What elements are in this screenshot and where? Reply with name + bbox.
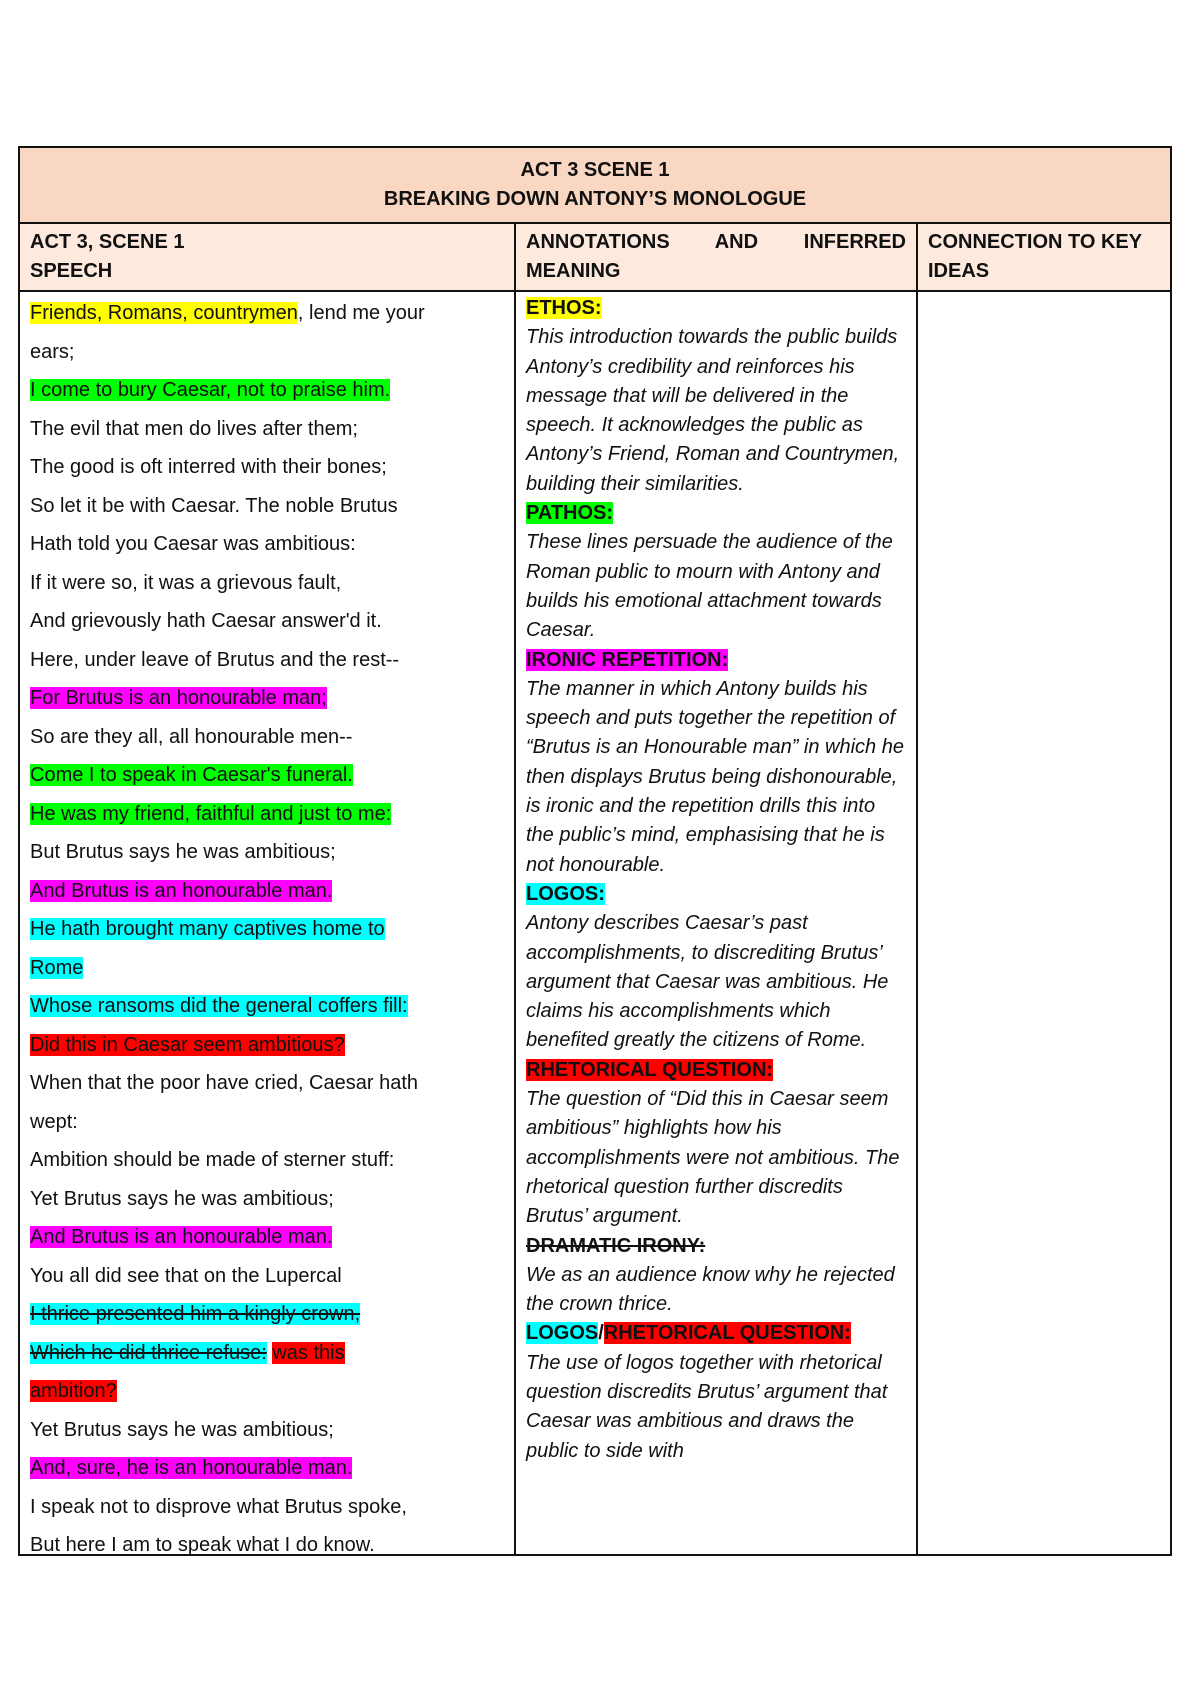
speech-line: Yet Brutus says he was ambitious; [30, 1187, 334, 1210]
connection-header-line-1: CONNECTION TO KEY [928, 231, 1143, 253]
highlight-magenta: And, sure, he is an honourable man. [30, 1457, 353, 1479]
highlight-green: Come I to speak in Caesar's funeral. [30, 764, 353, 786]
speech-fragment: , lend me your [297, 302, 425, 324]
speech-line: Hath told you Caesar was ambitious: [30, 533, 356, 555]
speech-line: ears; [30, 340, 75, 363]
annotation-heading: LOGOS [526, 1322, 599, 1345]
speech-line: Ambition should be made of sterner stuff: [30, 1149, 395, 1171]
annotations-header-line-2: MEANING [526, 260, 621, 282]
highlight-red: Did this in Caesar seem ambitious? [30, 1033, 345, 1056]
speech-line [30, 1026, 504, 1065]
annotation-heading: PATHOS: [526, 502, 614, 525]
annotations-column-header [516, 224, 918, 292]
annotation-logos [526, 880, 906, 1056]
monologue-table [18, 146, 1172, 1556]
speech-line: You all did see that on the Lupercal [30, 1264, 342, 1287]
annotation-body: The question of “Did this in Caesar seem ambitious” highlights how his accomplishments were not ambitious. The rhetorical question further discredits Brutus’ argument. [526, 1088, 900, 1228]
annotation-heading: LOGOS: [526, 882, 605, 905]
annotation-heading-separator: / [598, 1322, 604, 1345]
annotation-body: This introduction towards the public builds Antony’s credibility and reinforces his message that will be delivered in the speech. It acknowledges the public as Antony’s Friend, Roman and Countrymen, building their similarities. [526, 326, 900, 495]
annotation-body: We as an audience know why he rejected the crown thrice. [526, 1263, 895, 1316]
speech-line: So are they all, all honourable men-- [30, 725, 353, 748]
speech-line: The good is oft interred with their bones; [30, 456, 387, 478]
annotation-ironic-repetition [526, 646, 906, 880]
annotation-body: The use of logos together with rhetorical question discredits Brutus’ argument that Caesar was ambitious and draws the public to side with [526, 1351, 888, 1462]
speech-line: Yet Brutus says he was ambitious; [30, 1418, 334, 1441]
highlight-red: was this [272, 1341, 345, 1364]
annotation-heading: RHETORICAL QUESTION: [603, 1322, 851, 1345]
highlight-magenta: And Brutus is an honourable man. [30, 879, 333, 902]
speech-line: The evil that men do lives after them; [30, 417, 358, 440]
highlight-green: I come to bury Caesar, not to praise him. [30, 379, 391, 401]
speech-line: When that the poor have cried, Caesar hath [30, 1072, 419, 1094]
speech-line [30, 1372, 504, 1411]
annotation-dramatic-irony [526, 1232, 906, 1320]
highlight-green: He was my friend, faithful and just to me: [30, 802, 392, 825]
speech-line [30, 1295, 504, 1334]
speech-header-line-1: ACT 3, SCENE 1 [30, 231, 185, 253]
speech-line: But Brutus says he was ambitious; [30, 841, 336, 863]
highlight-cyan-strikethrough: Which he did thrice refuse: [30, 1341, 267, 1364]
speech-line [30, 872, 504, 911]
annotation-logos-rhetorical [526, 1319, 906, 1465]
speech-text-cell [20, 292, 516, 1554]
speech-line [30, 371, 504, 410]
speech-line [30, 1218, 504, 1257]
connection-header-line-2: IDEAS [928, 260, 990, 282]
speech-line [30, 1334, 504, 1373]
speech-line: Here, under leave of Brutus and the rest-- [30, 648, 400, 671]
connection-cell-empty [918, 292, 1170, 1554]
highlight-yellow: Friends, Romans, countrymen [30, 302, 298, 324]
annotations-cell [516, 292, 918, 1554]
connection-column-header [918, 224, 1170, 292]
speech-line: I speak not to disprove what Brutus spoke, [30, 1495, 407, 1518]
highlight-cyan: Whose ransoms did the general coffers fill: [30, 995, 408, 1017]
annotation-body: These lines persuade the audience of the Roman public to mourn with Antony and builds his emotional attachment towards Caesar. [526, 531, 893, 642]
speech-line: wept: [30, 1110, 78, 1133]
speech-line [30, 949, 504, 988]
annotation-heading: IRONIC REPETITION: [526, 648, 729, 671]
highlight-cyan-strikethrough: I thrice presented him a kingly crown, [30, 1303, 361, 1325]
annotation-pathos [526, 499, 906, 645]
speech-line [30, 987, 504, 1026]
annotation-heading: ETHOS: [526, 297, 602, 319]
speech-line [30, 795, 504, 834]
speech-column-header [20, 224, 516, 292]
annotation-ethos [526, 294, 906, 499]
speech-line [30, 910, 504, 949]
speech-line: And grievously hath Caesar answer'd it. [30, 610, 382, 632]
highlight-magenta: For Brutus is an honourable man; [30, 687, 327, 709]
annotations-header-line-1: ANNOTATIONS AND INFERRED [526, 231, 906, 253]
speech-line [30, 1449, 504, 1488]
speech-line [30, 756, 504, 795]
table-title [20, 148, 1170, 224]
annotation-heading: DRAMATIC IRONY: [526, 1234, 706, 1257]
annotation-body: Antony describes Caesar’s past accomplishments, to discrediting Brutus’ argument that Caesar was ambitious. He claims his accomplishments which benefited greatly the citizens of Rome. [526, 912, 889, 1052]
speech-line: If it were so, it was a grievous fault, [30, 571, 342, 594]
speech-line: So let it be with Caesar. The noble Brutus [30, 494, 398, 517]
annotation-heading: RHETORICAL QUESTION: [526, 1058, 774, 1081]
annotation-rhetorical-question [526, 1056, 906, 1232]
title-line-2: BREAKING DOWN ANTONY’S MONOLOGUE [383, 188, 807, 210]
highlight-cyan: Rome [30, 956, 84, 979]
speech-line [30, 679, 504, 718]
highlight-red: ambition? [30, 1380, 117, 1402]
speech-line: But here I am to speak what I do know. [30, 1534, 375, 1554]
highlight-cyan: He hath brought many captives home to [30, 918, 385, 940]
highlight-magenta: And Brutus is an honourable man. [30, 1226, 333, 1248]
speech-line [30, 294, 504, 333]
speech-header-line-2: SPEECH [30, 260, 113, 282]
title-line-1: ACT 3 SCENE 1 [520, 159, 670, 181]
annotation-body: The manner in which Antony builds his speech and puts together the repetition of “Brutus is an Honourable man” in which he then displays Brutus being dishonourable, is ironic and the repetition drills this into the public’s mind, emphasising that he is not honourable. [526, 677, 904, 876]
